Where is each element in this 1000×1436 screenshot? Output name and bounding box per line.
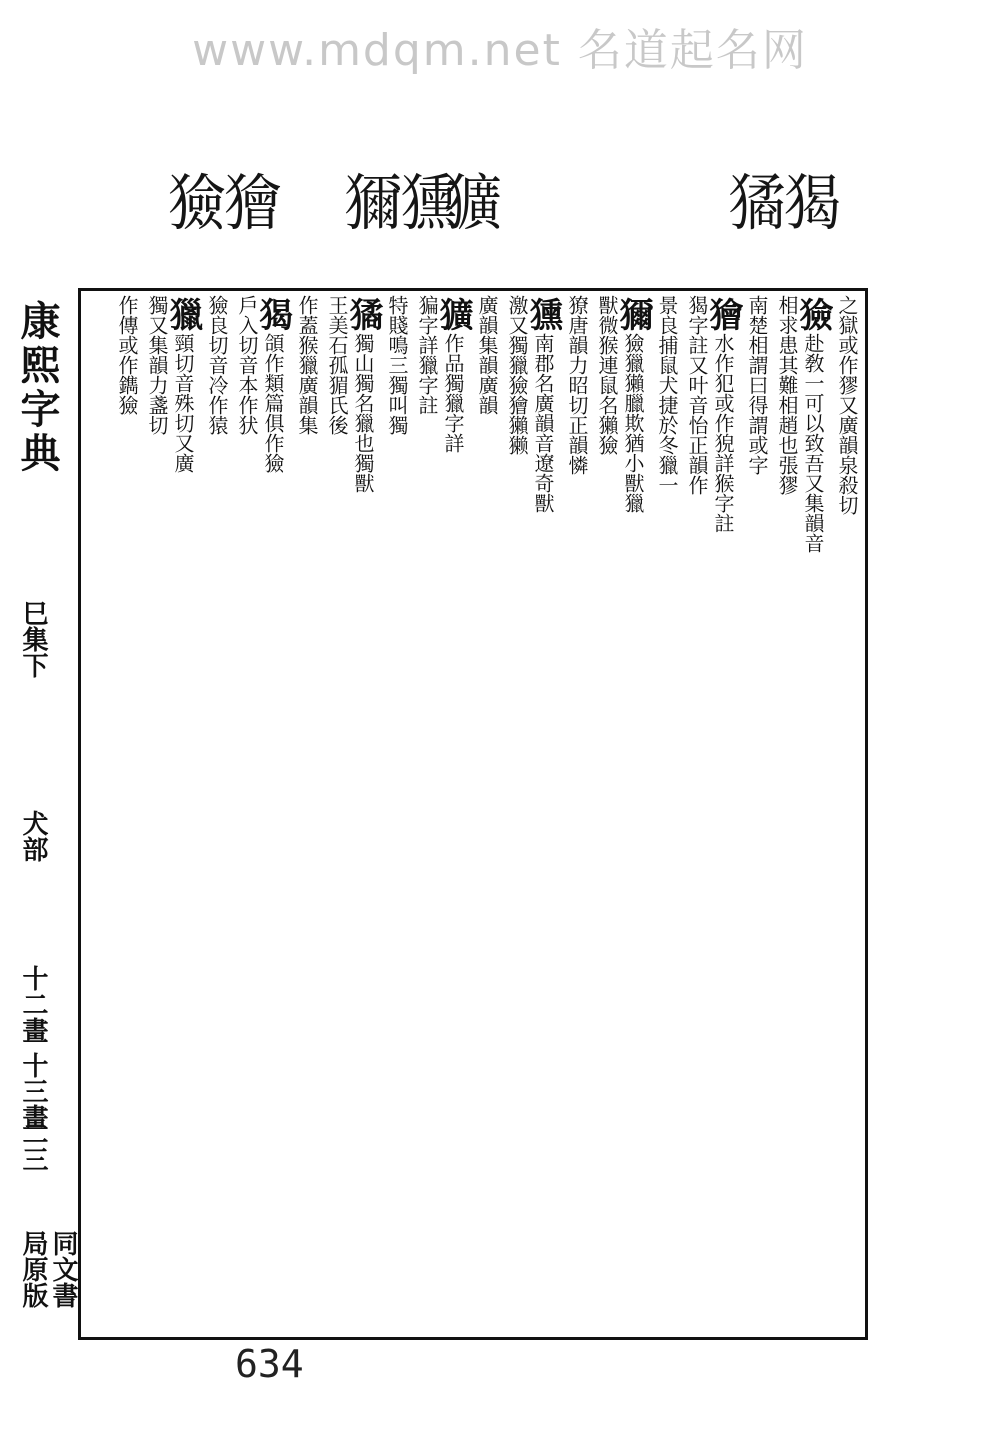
headword: 獮 [613, 297, 653, 331]
stroke-label: 十二畫 十三畫 [18, 965, 48, 1131]
column-text: 王美石孤猸氏後 [325, 295, 349, 435]
text-column [613, 295, 653, 1333]
folio-label: 二三 [18, 1120, 48, 1172]
column-text: 相求患其難相趙也張㺒 [775, 295, 799, 495]
column-text: 景良捕鼠犬捷於冬獵一 [655, 295, 679, 495]
text-column [793, 295, 833, 1333]
headword: 獝 [343, 297, 383, 331]
seal-glyph-c: 獷 [444, 167, 501, 239]
column-text: 之獄或作㺒又廣韻泉殺切 [835, 295, 859, 515]
column-text: 獨又集韻力盞切 [145, 295, 169, 435]
column-text: 作傳或作鐫獫 [115, 295, 139, 415]
column-text: 獫獵獺臘欺猶小獸獵 [621, 333, 645, 513]
text-column [473, 295, 501, 1333]
column-text: 頸切音殊切又廣 [171, 333, 195, 473]
text-column [203, 295, 231, 1333]
column-text: 廣韻集韻廣韻 [475, 295, 499, 415]
column-text: 南楚相謂曰得謂或字 [745, 295, 769, 475]
column-text: 水作犯或作㹸詳猴字註 [711, 333, 735, 533]
column-text: 激又獨獵獫獪獺獭 [505, 295, 529, 455]
headword: 猲 [253, 297, 293, 331]
column-text: 戶入切音本作犾 [235, 295, 259, 435]
dictionary-text-frame [78, 288, 868, 1340]
column-text: 特賤鳴三獨叫獨 [385, 295, 409, 435]
radical-label: 犬部 [18, 810, 48, 862]
column-text: 作品獨獵字詳 [441, 333, 465, 453]
text-column [113, 295, 141, 1333]
column-text: 頜作類篇俱作獫 [261, 333, 285, 473]
seal-glyph-b: 獮獯 [344, 167, 457, 239]
seal-glyph-d: 獝猲 [728, 167, 841, 239]
text-column [653, 295, 681, 1333]
headword: 獪 [703, 297, 743, 331]
entry-columns [85, 295, 861, 1333]
column-text: 獸微猴連鼠名獺獫 [595, 295, 619, 455]
text-column [563, 295, 591, 1333]
volume-label: 巳集下 [18, 600, 48, 678]
text-column [253, 295, 293, 1333]
watermark: www.mdqm.net 名道起名网 [192, 25, 808, 76]
text-column [343, 295, 383, 1333]
text-column [743, 295, 771, 1333]
text-column [703, 295, 743, 1333]
seal-script-row [0, 168, 1000, 248]
column-text: 獨山獨名獵也獨獸 [351, 333, 375, 493]
column-text: 南郡名廣韻音遼奇獸 [531, 333, 555, 513]
publisher-label: 同文書局原版 [18, 1230, 78, 1308]
column-text: 猲字註又叶音怡正韻作 [685, 295, 709, 495]
headword: 獷 [433, 297, 473, 331]
column-text: 猵字詳獵字註 [415, 295, 439, 415]
seal-glyph-a: 獫獪 [168, 167, 281, 239]
text-column [523, 295, 563, 1333]
text-column [433, 295, 473, 1333]
column-text: 作蓋猴獵廣韻集 [295, 295, 319, 435]
headword: 獵 [163, 297, 203, 331]
text-column [383, 295, 411, 1333]
column-text: 獠唐韻力昭切正韻憐 [565, 295, 589, 475]
headword: 獫 [793, 297, 833, 331]
headword: 獯 [523, 297, 563, 331]
book-title: 康熙字典 [14, 300, 61, 476]
text-column [293, 295, 321, 1333]
page-number: 634 [235, 1342, 304, 1386]
text-column [833, 295, 861, 1333]
text-column [163, 295, 203, 1333]
column-text: 赴敎一可以致吾又集韻音 [801, 333, 825, 553]
column-text: 獫良切音冷作猿 [205, 295, 229, 435]
left-margin-header [14, 300, 78, 1320]
